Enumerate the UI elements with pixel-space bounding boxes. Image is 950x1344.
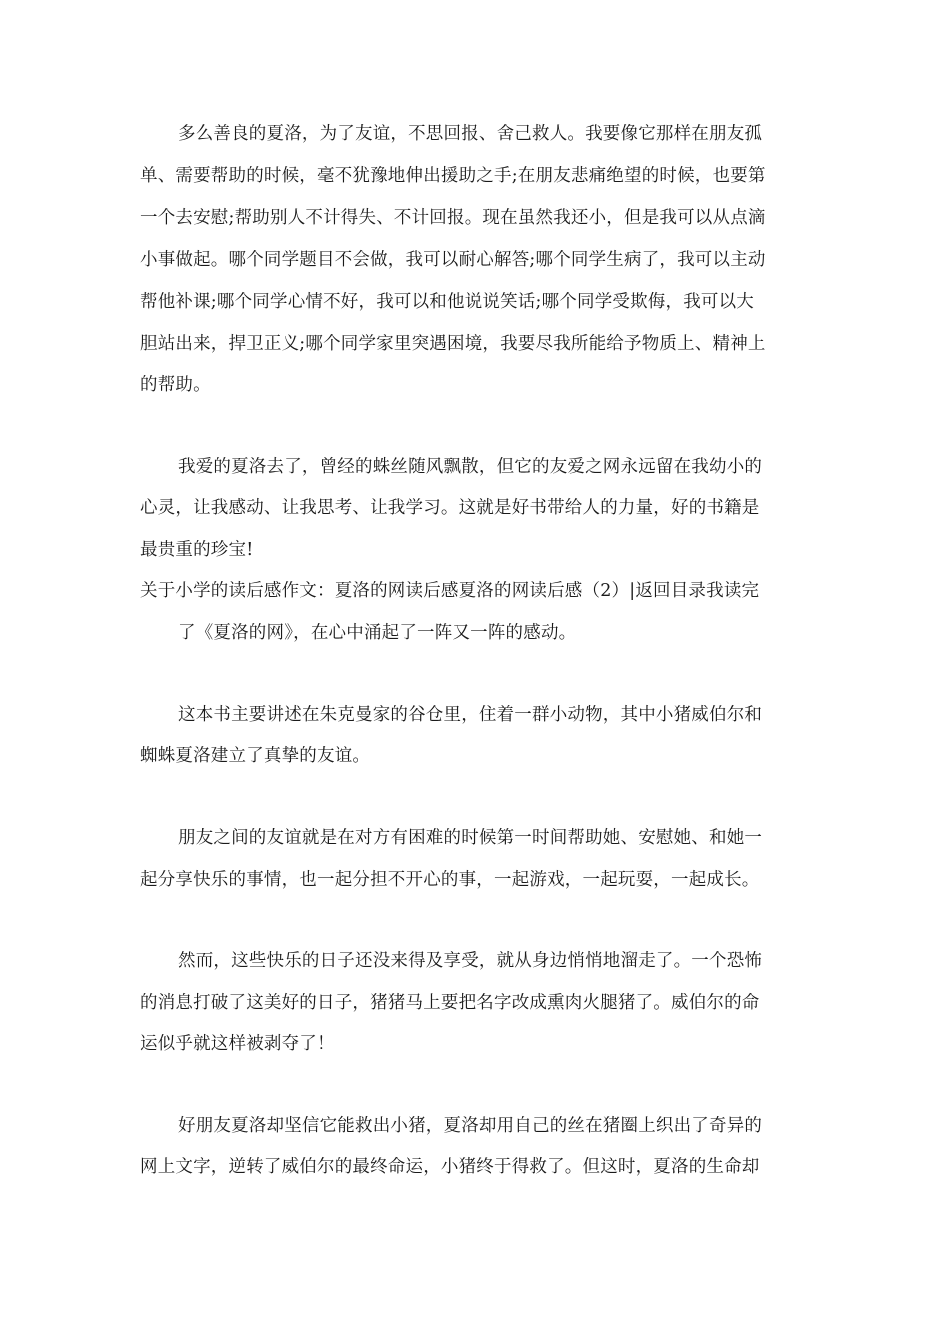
paragraph-6-line-1: 然而，这些快乐的日子还没来得及享受，就从身边悄悄地溜走了。一个恐怖: [178, 951, 763, 971]
paragraph-1-line-3: 一个去安慰;帮助别人不计得失、不计回报。现在虽然我还小，但是我可以从点滴: [140, 208, 766, 228]
section-heading-line: 关于小学的读后感作文：夏洛的网读后感夏洛的网读后感（2）|返回目录我读完: [140, 581, 760, 601]
paragraph-6-line-2: 的消息打破了这美好的日子，猪猪马上要把名字改成熏肉火腿猪了。威伯尔的命: [140, 993, 760, 1013]
paragraph-1-line-1: 多么善良的夏洛，为了友谊，不思回报、舍己救人。我要像它那样在朋友孤: [178, 124, 763, 144]
paragraph-1-line-2: 单、需要帮助的时候，毫不犹豫地伸出援助之手;在朋友悲痛绝望的时候，也要第: [140, 166, 766, 186]
paragraph-5-line-1: 朋友之间的友谊就是在对方有困难的时候第一时间帮助她、安慰她、和她一: [178, 828, 763, 848]
paragraph-4-line-2: 蜘蛛夏洛建立了真挚的友谊。: [140, 746, 371, 766]
paragraph-3-line-2: 了《夏洛的网》，在心中涌起了一阵又一阵的感动。: [178, 623, 577, 643]
paragraph-2-line-2: 心灵，让我感动、让我思考、让我学习。这就是好书带给人的力量，好的书籍是: [140, 498, 760, 518]
paragraph-4-line-1: 这本书主要讲述在朱克曼家的谷仓里，住着一群小动物，其中小猪威伯尔和: [178, 705, 763, 725]
paragraph-1-line-7: 的帮助。: [140, 375, 211, 395]
paragraph-7-line-2: 网上文字，逆转了威伯尔的最终命运，小猪终于得救了。但这时，夏洛的生命却: [140, 1157, 760, 1177]
paragraph-2-line-3: 最贵重的珍宝!: [140, 540, 254, 560]
paragraph-7-line-1: 好朋友夏洛却坚信它能救出小猪，夏洛却用自己的丝在猪圈上织出了奇异的: [178, 1116, 763, 1136]
paragraph-1-line-6: 胆站出来，捍卫正义;哪个同学家里突遇困境，我要尽我所能给予物质上、精神上: [140, 334, 766, 354]
paragraph-6-line-3: 运似乎就这样被剥夺了！: [140, 1034, 335, 1054]
paragraph-2-line-1: 我爱的夏洛去了，曾经的蛛丝随风飘散，但它的友爱之网永远留在我幼小的: [178, 457, 763, 477]
paragraph-5-line-2: 起分享快乐的事情，也一起分担不开心的事，一起游戏，一起玩耍，一起成长。: [140, 870, 760, 890]
paragraph-1-line-4: 小事做起。哪个同学题目不会做，我可以耐心解答;哪个同学生病了，我可以主动: [140, 250, 766, 270]
paragraph-1-line-5: 帮他补课;哪个同学心情不好，我可以和他说说笑话;哪个同学受欺侮，我可以大: [140, 292, 754, 312]
